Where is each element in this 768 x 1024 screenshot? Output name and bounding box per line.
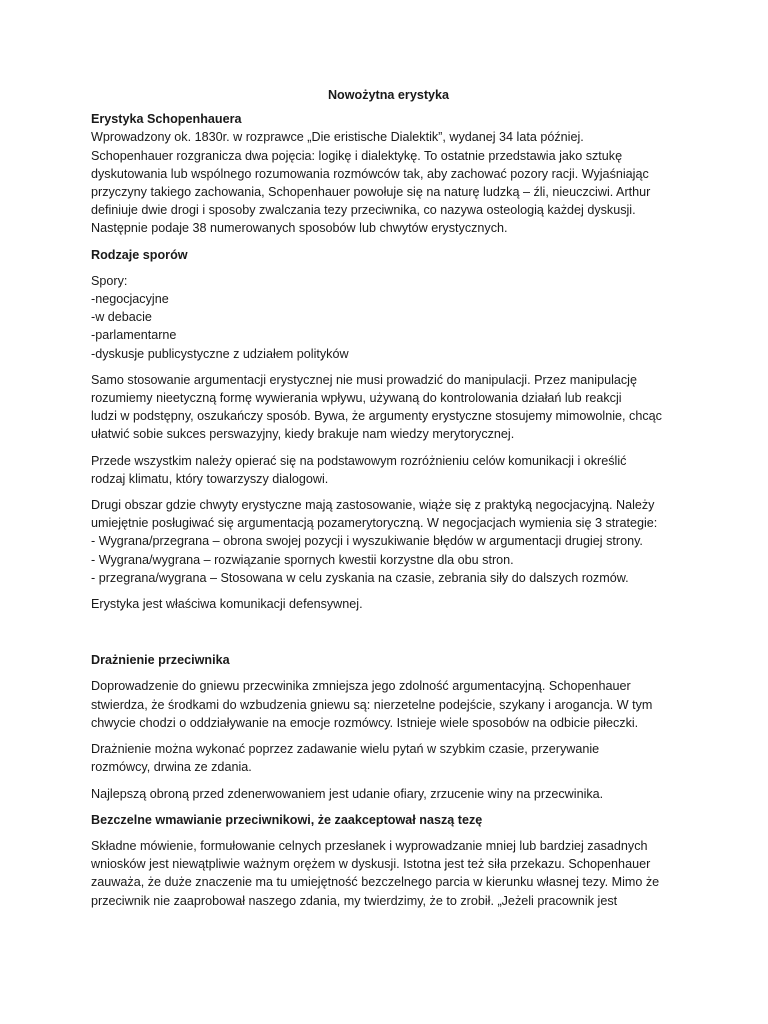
disputes-list [91, 272, 686, 363]
text-line: dyskutowania lub wspólnego rozumowania rozmówców tak, aby zachować pozory racji. Wyjaśniając [91, 166, 649, 181]
text-line: ułatwić sobie sukces perswazyjny, kiedy brakuje nam wiedzy merytorycznej. [91, 427, 515, 442]
text-line: Wprowadzony ok. 1830r. w rozprawce „Die eristische Dialektik”, wydanej 34 lata później. [91, 130, 584, 145]
section-schopenhauer [91, 110, 686, 237]
paragraph [91, 740, 686, 776]
text-line: Erystyka jest właściwa komunikacji defensywnej. [91, 597, 363, 612]
paragraph [91, 496, 686, 587]
text-line: definiuje dwie drogi i sposoby zwalczania tezy przeciwnika, co nazywa osteologią każdej dyskusji. [91, 203, 636, 218]
list-item: -dyskusje publicystyczne z udziałem polityków [91, 346, 349, 361]
text-line: przeciwnik nie zaaprobował naszego zdania, my twierdzimy, że to zrobił. „Jeżeli pracownik jest [91, 893, 618, 908]
text-line: stwierdza, że środkami do wzbudzenia gniewu są: nierzetelne podejście, szykany i arogancja. W tym [91, 697, 653, 712]
text-line: - Wygrana/przegrana – obrona swojej pozycji i wyszukiwanie błędów w argumentacji drugiej strony. [91, 534, 643, 549]
text-line: ludzi w podstępny, oszukańczy sposób. Bywa, że argumenty erystyczne stosujemy mimowolnie, chcąc [91, 409, 662, 424]
section-heading: Bezczelne wmawianie przeciwnikowi, że zaakceptował naszą tezę [91, 812, 483, 827]
paragraph [91, 785, 686, 803]
text-line: Schopenhauer rozgranicza dwa pojęcia: logikę i dialektykę. To ostatnie przedstawia jako sztukę [91, 148, 623, 163]
list-item: -parlamentarne [91, 328, 177, 343]
paragraph [91, 837, 686, 910]
list-item: -w debacie [91, 310, 152, 325]
text-line: zauważa, że duże znaczenie ma tu umiejętność bezczelnego parcia w kierunku własnej tezy. Mimo że [91, 875, 660, 890]
text-line: Najlepszą obroną przed zdenerwowaniem jest udanie ofiary, zrzucenie winy na przecwinika. [91, 786, 604, 801]
text-line: Drażnienie można wykonać poprzez zadawanie wielu pytań w szybkim czasie, przerywanie [91, 742, 600, 757]
section-heading: Drażnienie przeciwnika [91, 653, 230, 668]
text-line: wniosków jest niewątpliwie ważnym orężem w dyskusji. Istotna jest też siła przekazu. Schopenhauer [91, 857, 651, 872]
text-line: Doprowadzenie do gniewu przecwinika zmniejsza jego zdolność argumentacyjną. Schopenhauer [91, 679, 631, 694]
paragraph [91, 595, 686, 613]
section-heading: Erystyka Schopenhauera [91, 112, 242, 127]
text-line: rozumiemy nieetyczną formę wywierania wpływu, używaną do kontrolowania działań lub reakcji [91, 391, 622, 406]
text-line: Samo stosowanie argumentacji erystycznej nie musi prowadzić do manipulacji. Przez manipulację [91, 372, 637, 387]
paragraph [91, 452, 686, 488]
list-item: -negocjacyjne [91, 292, 169, 307]
text-line: Składne mówienie, formułowanie celnych przesłanek i wyprowadzanie mniej lub bardziej zasadnych [91, 838, 648, 853]
text-line: Drugi obszar gdzie chwyty erystyczne mają zastosowanie, wiąże się z praktyką negocjacyjną. Należy [91, 498, 655, 513]
text-line: - Wygrana/wygrana – rozwiązanie spornych kwestii korzystne dla obu stron. [91, 552, 514, 567]
text-line: Przede wszystkim należy opierać się na podstawowym rozróżnieniu celów komunikacji i określić [91, 453, 627, 468]
text-line: rozmówcy, drwina ze zdania. [91, 760, 252, 775]
text-line: Następnie podaje 38 numerowanych sposobów lub chwytów erystycznych. [91, 221, 508, 236]
text-line: - przegrana/wygrana – Stosowana w celu zyskania na czasie, zebrania siły do dalszych rozmów. [91, 570, 629, 585]
list-item: Spory: [91, 273, 128, 288]
text-line: rodzaj klimatu, który towarzyszy dialogowi. [91, 471, 329, 486]
section-heading: Rodzaje sporów [91, 247, 188, 262]
paragraph [91, 371, 686, 444]
document-title: Nowożytna erystyka [327, 88, 450, 102]
text-line: przyczyny takiego zachowania, Schopenhauer powołuje się na naturę ludzką – źli, nieuczciwi. Arthur [91, 185, 651, 200]
text-line: umiejętnie posługiwać się argumentacją pozamerytoryczną. W negocjacjach wymienia się 3 strategie: [91, 516, 658, 531]
paragraph [91, 677, 686, 732]
spacer [91, 613, 686, 651]
text-line: chwycie chodzi o oddziaływanie na emocje rozmówcy. Istnieje wiele sposobów na odbicie piłeczki. [91, 715, 639, 730]
